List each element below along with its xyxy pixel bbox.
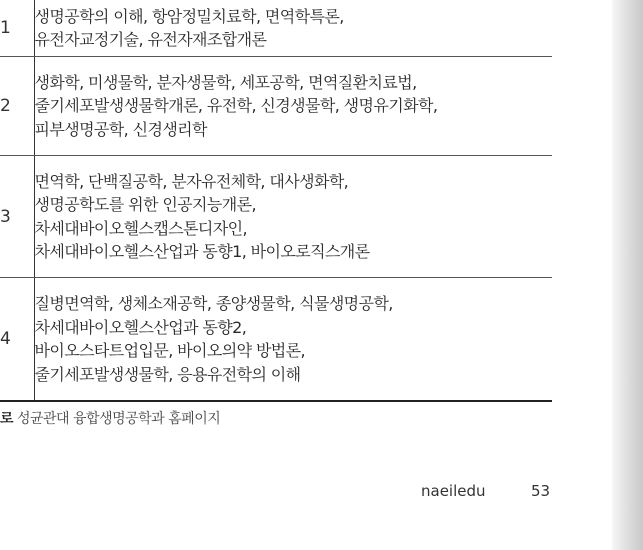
source-label: 로 — [0, 411, 14, 427]
course-line: 면역학, 단백질공학, 분자유전체학, 대사생화학, — [34, 171, 349, 191]
course-list-cell — [34, 57, 552, 156]
course-list-cell — [34, 156, 552, 278]
course-line: 차세대바이오헬스산업과 동향1, 바이오로직스개론 — [34, 242, 370, 261]
course-line: 생명공학도를 위한 인공지능개론, — [34, 195, 256, 214]
course-line: 유전자교정기술, 유전자재조합개론 — [34, 30, 267, 49]
table-row — [0, 278, 552, 402]
year-cell: 3 — [0, 156, 34, 278]
year-cell: 4 — [0, 278, 34, 402]
year-cell: 2 — [0, 57, 34, 156]
course-line: 줄기세포발생생물학, 응용유전학의 이해 — [34, 364, 301, 384]
course-line: 생화학, 미생물학, 분자생물학, 세포공학, 면역질환치료법, — [34, 72, 417, 92]
year-cell: 1 — [0, 0, 34, 57]
table-row — [0, 0, 552, 57]
course-list-cell — [34, 278, 552, 402]
source-note — [0, 408, 220, 428]
course-line: 줄기세포발생생물학개론, 유전학, 신경생물학, 생명유기화학, — [34, 96, 438, 116]
page-gutter-shadow — [612, 0, 643, 550]
course-list-cell — [34, 0, 552, 57]
course-line: 바이오스타트업입문, 바이오의약 방법론, — [34, 341, 305, 360]
course-line: 차세대바이오헬스산업과 동향2, — [34, 317, 247, 337]
table-row — [0, 156, 552, 278]
source-text: 성균관대 융합생명공학과 홈페이지 — [16, 411, 221, 427]
footer-brand: naeiledu — [421, 482, 486, 500]
course-line: 생명공학의 이해, 항암정밀치료학, 면역학특론, — [34, 6, 344, 26]
course-line: 질병면역학, 생체소재공학, 종양생물학, 식물생명공학, — [34, 294, 393, 313]
course-line: 피부생명공학, 신경생리학 — [34, 119, 207, 139]
course-line: 차세대바이오헬스캡스톤디자인, — [34, 218, 247, 238]
table-row — [0, 57, 552, 156]
page-number: 53 — [531, 482, 551, 500]
